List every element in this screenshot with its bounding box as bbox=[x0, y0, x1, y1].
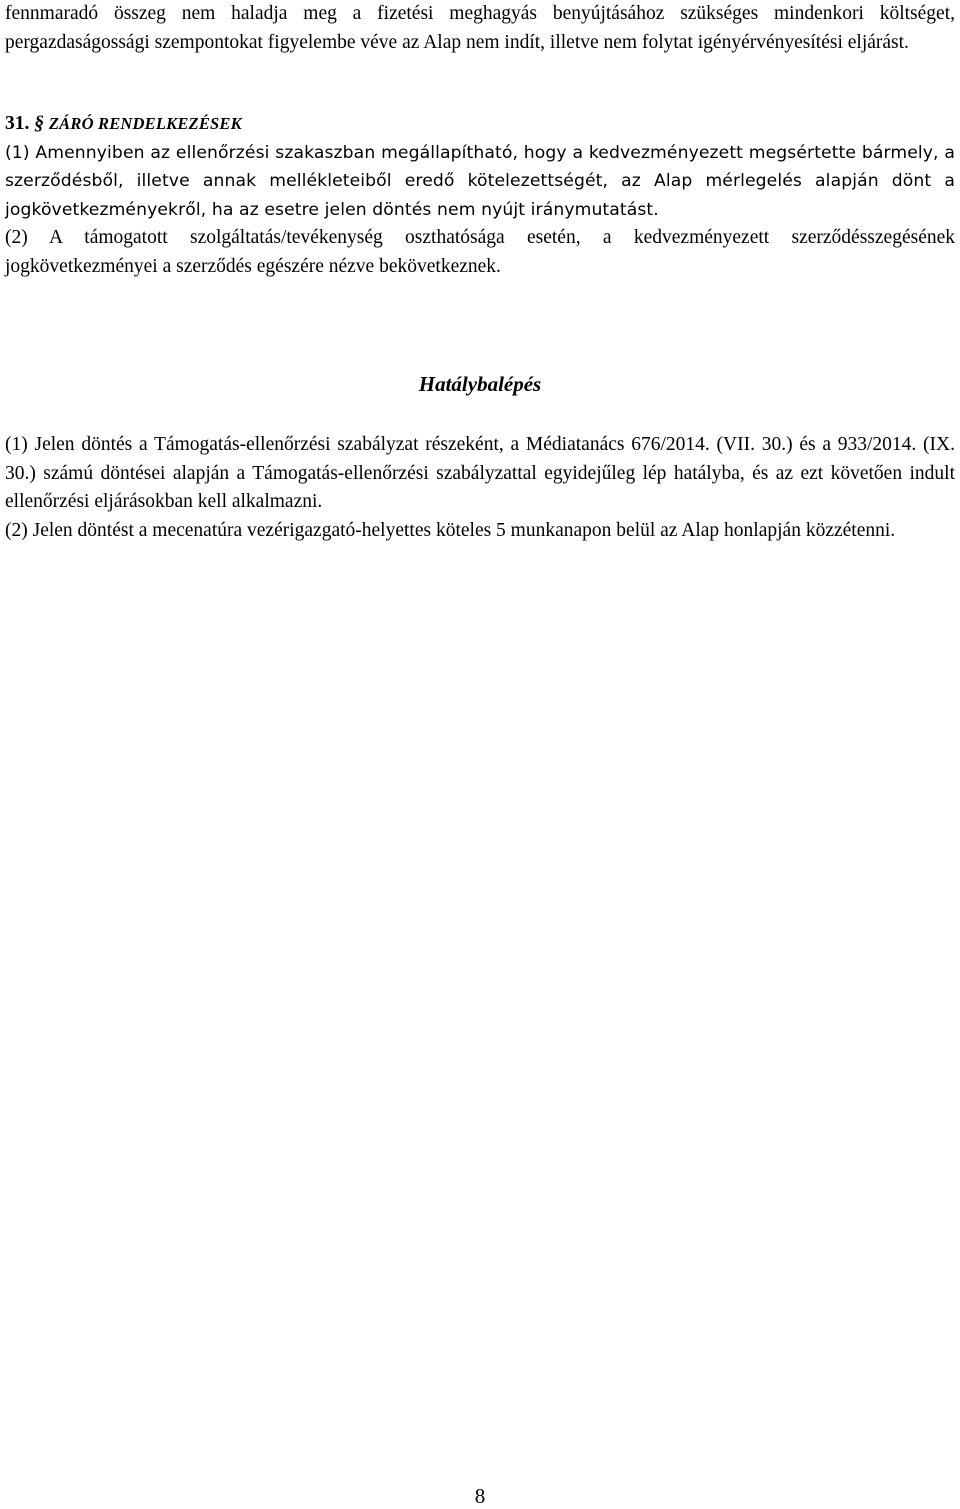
effect-paragraph-2: (2) Jelen döntést a mecenatúra vezérigazgató-helyettes köteles 5 munkanapon belül az Alap honlapján közzétenni. bbox=[5, 519, 896, 541]
section-sign: § bbox=[34, 113, 44, 134]
section-title: ZÁRÓ RENDELKEZÉSEK bbox=[48, 114, 242, 133]
section-31-paragraph-2: (2) A támogatott szolgáltatás/tevékenység oszthatósága esetén, a kedvezményezett szerződésszegésének jogkövetkezményei a szerződés egészére nézve bekövetkeznek. bbox=[5, 227, 955, 277]
effect-heading: Hatálybalépés bbox=[418, 372, 542, 396]
section-number: 31. bbox=[5, 113, 30, 134]
section-31 bbox=[5, 110, 955, 282]
intro-paragraph: fennmaradó összeg nem haladja meg a fizetési meghagyás benyújtásához szükséges mindenkori költséget, pergazdaságossági szempontokat figyelembe véve az Alap nem indít, illetve nem folytat igényérvényesítési eljárást. bbox=[5, 3, 955, 53]
effect-section bbox=[5, 431, 955, 545]
section-heading bbox=[5, 110, 955, 139]
effect-paragraph-1: (1) Jelen döntés a Támogatás-ellenőrzési szabályzat részeként, a Médiatanács 676/2014. (VII. 30.) és a 933/2014. (IX. 30.) számú döntései alapján a Támogatás-ellenőrzési szabályzattal egyidejűleg lép hatályba, és az ezt követően indult ellenőrzési eljárásokban kell alkalmazni. bbox=[5, 434, 955, 513]
page-number: 8 bbox=[474, 1484, 486, 1508]
section-31-paragraph-1: (1) Amennyiben az ellenőrzési szakaszban megállapítható, hogy a kedvezményezett megsértette bármely, a szerződésből, illetve annak mellékleteiből eredő kötelezettségét, az Alap mérlegelés alapján dönt a jogkövetkezményekről, ha az esetre jelen döntés nem nyújt iránymutatást. bbox=[5, 142, 955, 220]
